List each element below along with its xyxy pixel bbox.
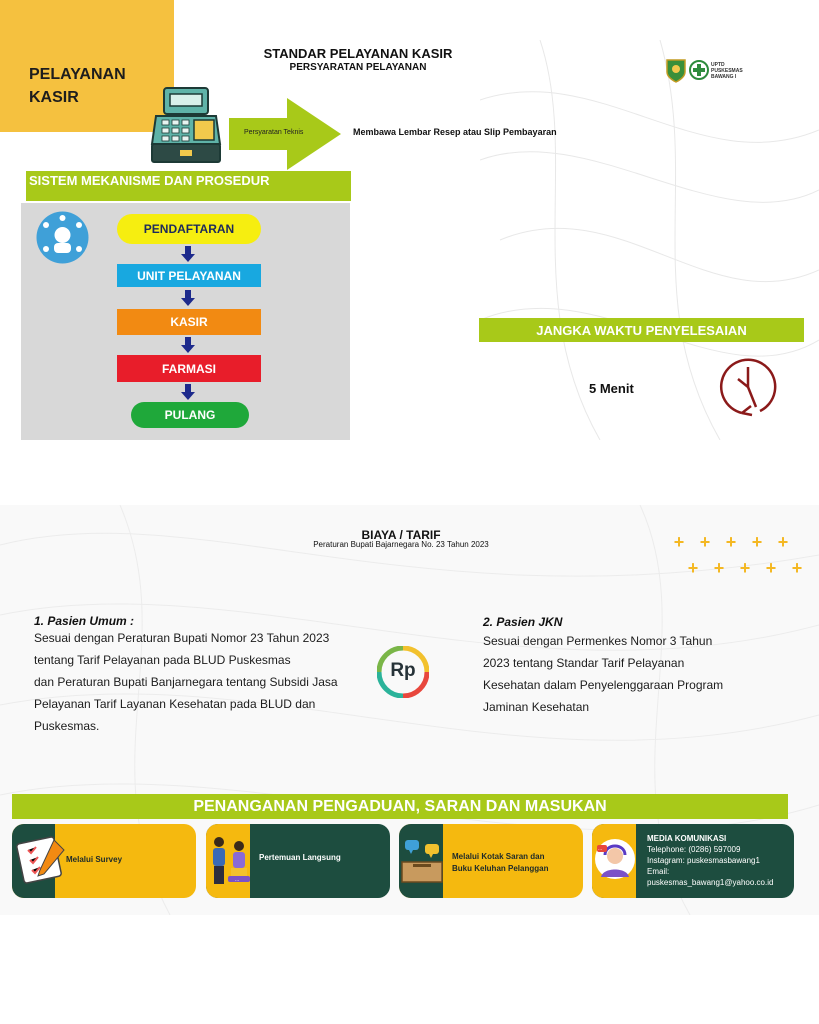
requirement-text: Membawa Lembar Resep atau Slip Pembayaran (353, 127, 557, 137)
header-subtitle: PERSYARATAN PELAYANAN (289, 62, 427, 73)
media-title: MEDIA KOMUNIKASI (647, 834, 727, 843)
jkn-title: 2. Pasien JKN (483, 615, 563, 629)
section-jangka-label: JANGKA WAKTU PENYELESAIAN (536, 322, 747, 338)
step-pulang: PULANG (131, 402, 249, 428)
plus-icon: + (777, 532, 789, 552)
complaint-card-survey (12, 824, 196, 898)
down-arrow-icon (181, 384, 195, 400)
media-phone: Telephone: (0286) 597009 (647, 845, 741, 854)
media-info (647, 833, 773, 888)
clock-icon (718, 357, 778, 417)
plus-icon: + (673, 532, 685, 552)
jangka-value: 5 Menit (589, 381, 634, 396)
section-sistem-label: SISTEM MEKANISME DAN PROSEDUR (29, 173, 270, 188)
down-arrow-icon (181, 290, 195, 306)
arrow-label: Persyaratan Teknis (244, 129, 304, 136)
step-unit-pelayanan: UNIT PELAYANAN (117, 264, 261, 287)
jkn-line: 2023 tentang Standar Tarif Pelayanan (483, 656, 685, 670)
plus-icon: + (725, 532, 737, 552)
card-box-label-2: Buku Keluhan Pelanggan (452, 864, 549, 873)
survey-icon (14, 834, 70, 886)
complaint-card-box (399, 824, 583, 898)
logo-banjarnegara (665, 58, 687, 84)
umum-line: dan Peraturan Bupati Banjarnegara tentang Subsidi Jasa (34, 675, 338, 689)
logo-text-line: UPTD (711, 62, 725, 68)
plus-icon: + (699, 532, 711, 552)
header-title: STANDAR PELAYANAN KASIR (263, 46, 453, 61)
plus-icon: + (687, 558, 699, 578)
down-arrow-icon (181, 246, 195, 262)
media-email: puskesmas_bawang1@yahoo.co.id (647, 878, 774, 887)
plus-icon: + (739, 558, 751, 578)
card-box-label-1: Melalui Kotak Saran dan (452, 852, 545, 861)
plus-icon: + (713, 558, 725, 578)
umum-line: tentang Tarif Pelayanan pada BLUD Puskesmas (34, 653, 291, 667)
cash-register-icon (150, 86, 224, 164)
plus-icon: + (751, 532, 763, 552)
section-sistem-title (26, 171, 351, 201)
jkn-line: Sesuai dengan Permenkes Nomor 3 Tahun (483, 634, 713, 648)
card-meeting-label: Pertemuan Langsung (259, 853, 341, 862)
logo-puskesmas (689, 60, 709, 80)
step-pendaftaran: PENDAFTARAN (117, 214, 261, 244)
pengaduan-title (12, 794, 788, 819)
plus-decoration (673, 533, 803, 579)
jkn-line: Jaminan Kesehatan (483, 700, 590, 714)
umum-line: Pelayanan Tarif Layanan Kesehatan pada BLUD dan (34, 697, 316, 711)
logo-text-line: BAWANG I (711, 74, 737, 80)
customer-service-speech: ... (598, 846, 603, 852)
jkn-line: Kesehatan dalam Penyelenggaraan Program (483, 678, 724, 692)
plus-icon: + (765, 558, 777, 578)
media-instagram: Instagram: puskesmasbawang1 (647, 856, 760, 865)
umum-line: Puskesmas. (34, 719, 100, 733)
biaya-subtitle: Peraturan Bupati Bajarnegara No. 23 Tahun 2023 (313, 540, 489, 549)
logo-text-line: PUSKESMAS (711, 68, 743, 74)
meeting-icon (206, 832, 252, 892)
card-survey-label: Melalui Survey (66, 855, 123, 864)
complaint-card-meeting (206, 824, 390, 898)
step-kasir: KASIR (117, 309, 261, 335)
badge-line-1: PELAYANAN (29, 66, 126, 83)
rupiah-label: Rp (390, 660, 416, 681)
meeting-speech: ... (235, 877, 240, 883)
umum-title: 1. Pasien Umum : (34, 614, 135, 628)
doctor-network-icon (36, 211, 89, 264)
umum-line: Sesuai dengan Peraturan Bupati Nomor 23 Tahun 2023 (34, 631, 330, 645)
badge-line-2: KASIR (29, 89, 79, 106)
logo-text (711, 62, 743, 80)
rupiah-icon (377, 646, 429, 698)
customer-service-icon (593, 837, 637, 881)
complaint-card-media (592, 824, 794, 898)
plus-icon: + (791, 558, 803, 578)
down-arrow-icon (181, 337, 195, 353)
umum-text (34, 627, 338, 737)
suggestion-box-icon (399, 838, 445, 886)
pengaduan-label: PENANGANAN PENGADUAN, SARAN DAN MASUKAN (193, 797, 607, 815)
biaya-title: BIAYA / TARIF (361, 528, 441, 542)
step-farmasi: FARMASI (117, 355, 261, 382)
jkn-text (483, 630, 723, 718)
media-email-label: Email: (647, 867, 670, 876)
section-jangka-title (479, 318, 804, 342)
service-badge (0, 0, 174, 132)
